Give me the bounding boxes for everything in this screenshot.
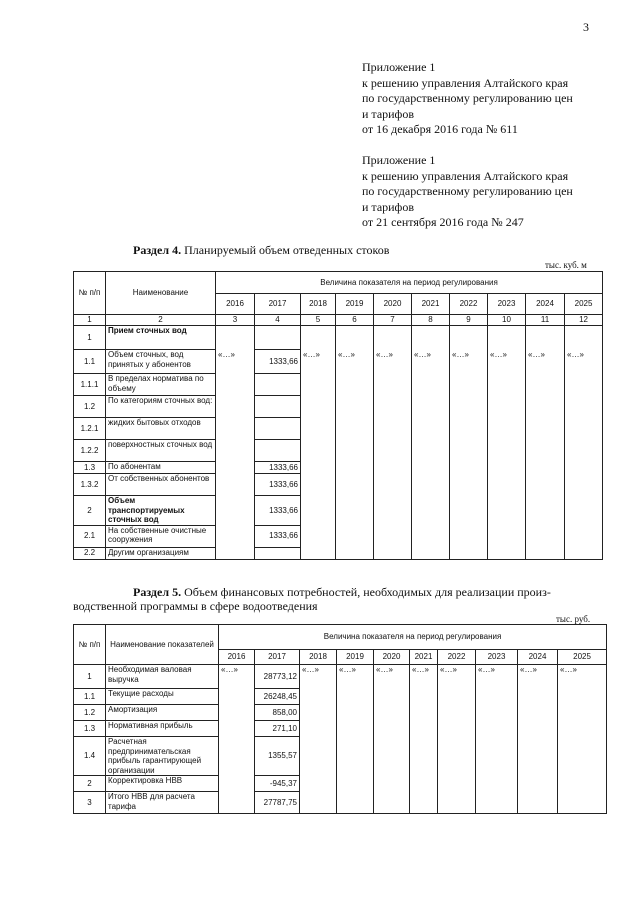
row-name: Объем транспортируемых сточных вод (106, 496, 216, 526)
value-cell (518, 792, 558, 814)
year-header: 2016 (216, 294, 255, 315)
value-cell (412, 474, 450, 496)
index-cell: 12 (565, 315, 603, 326)
value-cell (526, 474, 565, 496)
index-cell: 10 (488, 315, 526, 326)
page-number: 3 (583, 20, 589, 34)
table-row (74, 737, 607, 776)
value-cell (301, 462, 336, 474)
row-number: 1.2.1 (74, 418, 106, 440)
value-cell (216, 396, 255, 418)
value-cell (438, 689, 476, 705)
value-cell (337, 776, 374, 792)
row-name: Текущие расходы (106, 689, 219, 705)
value-cell (526, 418, 565, 440)
row-name: Объем сточных, вод принятых у абонентов (106, 350, 216, 374)
value-cell (412, 525, 450, 547)
value-cell (374, 689, 410, 705)
value-2017: 271,10 (255, 721, 300, 737)
row-name: В пределах норматива по объему (106, 374, 216, 396)
annex-line: к решению управления Алтайского края (362, 75, 569, 90)
value-cell (301, 496, 336, 526)
value-cell (336, 474, 374, 496)
value-cell (450, 525, 488, 547)
row-number: 1.2 (74, 396, 106, 418)
year-header: 2023 (476, 650, 518, 665)
row-number: 1.3.2 (74, 474, 106, 496)
value-cell (526, 525, 565, 547)
value-cell: «…» (374, 665, 410, 689)
value-cell (412, 547, 450, 559)
value-cell (412, 462, 450, 474)
year-header: 2022 (438, 650, 476, 665)
value-cell (450, 474, 488, 496)
value-cell (488, 525, 526, 547)
value-cell (337, 689, 374, 705)
value-2017 (255, 396, 301, 418)
value-cell (450, 496, 488, 526)
value-cell (301, 547, 336, 559)
value-cell (216, 418, 255, 440)
value-cell (488, 440, 526, 462)
row-number: 1.2.2 (74, 440, 106, 462)
section5-title-line1 (133, 585, 551, 600)
value-cell (565, 474, 603, 496)
section5-unit: тыс. руб. (556, 614, 591, 624)
value-cell (518, 689, 558, 705)
value-cell (476, 737, 518, 776)
section4-title (133, 243, 389, 258)
value-cell (558, 705, 607, 721)
value-cell (450, 396, 488, 418)
value-cell (526, 374, 565, 396)
value-cell (526, 396, 565, 418)
col-num-header: № п/п (74, 272, 106, 315)
year-header: 2019 (337, 650, 374, 665)
value-cell (301, 474, 336, 496)
value-cell (300, 689, 337, 705)
value-cell (450, 462, 488, 474)
value-cell (518, 776, 558, 792)
value-cell: «…» (526, 350, 565, 374)
value-cell (374, 705, 410, 721)
value-2017: -945,37 (255, 776, 300, 792)
section5-title-bold: Раздел 5. (133, 585, 182, 599)
year-header: 2022 (450, 294, 488, 315)
value-cell (216, 525, 255, 547)
table-row (74, 496, 603, 526)
row-number: 1.1.1 (74, 374, 106, 396)
row-name: поверхностных сточных вод (106, 440, 216, 462)
value-cell (374, 396, 412, 418)
value-2017 (255, 374, 301, 396)
value-cell (488, 374, 526, 396)
value-cell (336, 547, 374, 559)
value-cell (488, 396, 526, 418)
header-row (74, 625, 607, 650)
year-header: 2025 (565, 294, 603, 315)
row-number: 1.3 (74, 721, 106, 737)
row-number: 2 (74, 776, 106, 792)
annex-line: к решению управления Алтайского края (362, 168, 569, 183)
table-row (74, 474, 603, 496)
value-cell (565, 462, 603, 474)
section5-table (73, 624, 607, 814)
value-cell (300, 721, 337, 737)
table-row (74, 792, 607, 814)
value-2017: 1333,66 (255, 462, 301, 474)
year-header: 2016 (219, 650, 255, 665)
value-cell (565, 326, 603, 350)
index-cell: 3 (216, 315, 255, 326)
year-header: 2021 (412, 294, 450, 315)
annex-line: по государственному регулированию цен (362, 91, 573, 105)
value-cell (488, 474, 526, 496)
annex-line: и тарифов (362, 106, 415, 121)
row-name: От собственных абонентов (106, 474, 216, 496)
value-2017: 27787,75 (255, 792, 300, 814)
value-cell (488, 418, 526, 440)
value-cell (216, 326, 255, 350)
value-cell (518, 705, 558, 721)
value-cell (565, 547, 603, 559)
value-cell (374, 525, 412, 547)
value-cell (219, 705, 255, 721)
value-2017 (255, 326, 301, 350)
value-cell (450, 440, 488, 462)
row-number: 3 (74, 792, 106, 814)
index-row (74, 315, 603, 326)
value-cell (438, 705, 476, 721)
value-cell (410, 737, 438, 776)
row-number: 2.2 (74, 547, 106, 559)
year-header: 2025 (558, 650, 607, 665)
col-period-header: Величина показателя на период регулирования (216, 272, 603, 294)
value-cell: «…» (337, 665, 374, 689)
row-name: Расчетная предпринимательская прибыль гарантирующей организации (106, 737, 219, 776)
value-cell: «…» (336, 350, 374, 374)
value-cell (301, 326, 336, 350)
value-cell (476, 721, 518, 737)
table-row (74, 440, 603, 462)
annex-line: Приложение 1 (362, 153, 436, 167)
value-2017: 1333,66 (255, 350, 301, 374)
row-name: Амортизация (106, 705, 219, 721)
table-row (74, 462, 603, 474)
table-row (74, 418, 603, 440)
value-cell (438, 792, 476, 814)
table-row (74, 721, 607, 737)
row-name: Нормативная прибыль (106, 721, 219, 737)
table-row (74, 525, 603, 547)
value-cell (216, 547, 255, 559)
value-2017: 1333,66 (255, 474, 301, 496)
value-cell (300, 705, 337, 721)
value-cell (374, 462, 412, 474)
year-header: 2017 (255, 294, 301, 315)
value-cell (410, 705, 438, 721)
value-cell (374, 440, 412, 462)
value-cell (412, 440, 450, 462)
value-2017 (255, 440, 301, 462)
row-name: По абонентам (106, 462, 216, 474)
section5-title-text: Объем финансовых потребностей, необходимых для реализации произ- (181, 585, 551, 599)
value-cell (300, 776, 337, 792)
year-header: 2021 (410, 650, 438, 665)
value-cell (301, 418, 336, 440)
annex-line: Приложение 1 (362, 60, 436, 74)
value-cell (565, 496, 603, 526)
value-cell (565, 418, 603, 440)
row-number: 2 (74, 496, 106, 526)
value-cell (374, 721, 410, 737)
row-name: Прием сточных вод (106, 326, 216, 350)
index-cell: 7 (374, 315, 412, 326)
value-cell (336, 440, 374, 462)
row-name: Другим организациям (106, 547, 216, 559)
value-cell (216, 462, 255, 474)
value-cell: «…» (216, 350, 255, 374)
table-row (74, 547, 603, 559)
row-number: 1.2 (74, 705, 106, 721)
value-cell (336, 396, 374, 418)
value-cell (476, 792, 518, 814)
value-cell (374, 326, 412, 350)
value-cell (410, 721, 438, 737)
year-header: 2019 (336, 294, 374, 315)
annex-line: и тарифов (362, 199, 415, 214)
row-number: 1 (74, 665, 106, 689)
value-2017: 858,00 (255, 705, 300, 721)
year-header: 2020 (374, 650, 410, 665)
index-cell: 2 (106, 315, 216, 326)
value-cell: «…» (518, 665, 558, 689)
value-cell (488, 326, 526, 350)
year-header: 2018 (301, 294, 336, 315)
value-cell (219, 737, 255, 776)
value-cell (565, 374, 603, 396)
value-2017: 28773,12 (255, 665, 300, 689)
row-name: Корректировка НВВ (106, 776, 219, 792)
value-cell: «…» (438, 665, 476, 689)
value-cell (301, 440, 336, 462)
value-cell (336, 374, 374, 396)
value-cell (300, 792, 337, 814)
annex-line: от 16 декабря 2016 года № 611 (362, 122, 518, 136)
section5-title-line2: водственной программы в сфере водоотведения (73, 599, 318, 613)
value-cell (337, 705, 374, 721)
section4-title-bold: Раздел 4. (133, 243, 182, 257)
value-2017: 1333,66 (255, 496, 301, 526)
value-cell (526, 326, 565, 350)
value-cell: «…» (558, 665, 607, 689)
value-cell (438, 721, 476, 737)
value-cell (410, 776, 438, 792)
value-cell (526, 440, 565, 462)
value-cell (374, 547, 412, 559)
value-2017: 1355,57 (255, 737, 300, 776)
value-cell (412, 374, 450, 396)
value-cell (488, 496, 526, 526)
value-cell (336, 326, 374, 350)
index-cell: 11 (526, 315, 565, 326)
value-cell (488, 547, 526, 559)
value-cell (374, 496, 412, 526)
index-cell: 4 (255, 315, 301, 326)
row-number: 1.4 (74, 737, 106, 776)
section4-title-text: Планируемый объем отведенных стоков (181, 243, 390, 257)
value-cell (216, 440, 255, 462)
row-number: 1.3 (74, 462, 106, 474)
annex-line: по государственному регулированию цен (362, 184, 573, 198)
value-cell (438, 737, 476, 776)
value-cell (565, 525, 603, 547)
year-header: 2023 (488, 294, 526, 315)
row-name: Необходимая валовая выручка (106, 665, 219, 689)
value-cell: «…» (488, 350, 526, 374)
value-cell (558, 737, 607, 776)
table-row (74, 326, 603, 350)
value-cell (450, 418, 488, 440)
value-cell (374, 737, 410, 776)
year-header: 2020 (374, 294, 412, 315)
value-cell (526, 547, 565, 559)
value-cell (336, 418, 374, 440)
annex-line: от 21 сентября 2016 года № 247 (362, 215, 524, 229)
value-cell (300, 737, 337, 776)
index-cell: 8 (412, 315, 450, 326)
value-cell (526, 462, 565, 474)
value-cell (450, 547, 488, 559)
value-cell: «…» (301, 350, 336, 374)
value-2017: 26248,45 (255, 689, 300, 705)
value-cell (412, 396, 450, 418)
year-header: 2018 (300, 650, 337, 665)
row-number: 1.1 (74, 350, 106, 374)
value-cell (337, 721, 374, 737)
value-cell (518, 737, 558, 776)
col-period-header: Величина показателя на период регулирования (219, 625, 607, 650)
value-cell (476, 705, 518, 721)
value-cell (450, 374, 488, 396)
value-cell (558, 792, 607, 814)
col-name-header: Наименование (106, 272, 216, 315)
value-cell (216, 496, 255, 526)
value-cell (410, 792, 438, 814)
value-cell: «…» (565, 350, 603, 374)
index-cell: 1 (74, 315, 106, 326)
col-name-header: Наименование показателей (106, 625, 219, 665)
value-cell: «…» (219, 665, 255, 689)
value-cell (558, 776, 607, 792)
value-cell (336, 462, 374, 474)
table-row (74, 374, 603, 396)
value-cell (374, 792, 410, 814)
value-cell (219, 776, 255, 792)
row-name: Итого НВВ для расчета тарифа (106, 792, 219, 814)
header-row (74, 272, 603, 294)
row-name: На собственные очистные сооружения (106, 525, 216, 547)
value-cell (374, 474, 412, 496)
value-cell (565, 396, 603, 418)
value-2017: 1333,66 (255, 525, 301, 547)
year-header: 2017 (255, 650, 300, 665)
value-cell: «…» (410, 665, 438, 689)
value-cell (374, 776, 410, 792)
value-cell: «…» (412, 350, 450, 374)
value-cell (526, 496, 565, 526)
value-cell (518, 721, 558, 737)
annex-header-1 (362, 60, 573, 138)
value-cell (476, 689, 518, 705)
value-cell (558, 689, 607, 705)
value-cell: «…» (450, 350, 488, 374)
row-number: 1 (74, 326, 106, 350)
row-number: 1.1 (74, 689, 106, 705)
value-cell (301, 396, 336, 418)
value-cell (374, 374, 412, 396)
table-row (74, 350, 603, 374)
row-number: 2.1 (74, 525, 106, 547)
col-num-header: № п/п (74, 625, 106, 665)
value-cell (301, 525, 336, 547)
value-cell (412, 326, 450, 350)
value-cell (336, 496, 374, 526)
value-cell (336, 525, 374, 547)
table-row (74, 665, 607, 689)
table-row (74, 689, 607, 705)
value-cell (219, 689, 255, 705)
value-2017 (255, 418, 301, 440)
value-cell (438, 776, 476, 792)
value-cell (410, 689, 438, 705)
row-name: жидких бытовых отходов (106, 418, 216, 440)
value-2017 (255, 547, 301, 559)
value-cell (337, 792, 374, 814)
value-cell (565, 440, 603, 462)
value-cell (216, 474, 255, 496)
value-cell (301, 374, 336, 396)
index-cell: 9 (450, 315, 488, 326)
value-cell (216, 374, 255, 396)
value-cell (558, 721, 607, 737)
value-cell (488, 462, 526, 474)
table-row (74, 776, 607, 792)
value-cell (476, 776, 518, 792)
table-row (74, 396, 603, 418)
section4-table (73, 271, 603, 560)
value-cell: «…» (374, 350, 412, 374)
index-cell: 6 (336, 315, 374, 326)
row-name: По категориям сточных вод: (106, 396, 216, 418)
value-cell (450, 326, 488, 350)
index-cell: 5 (301, 315, 336, 326)
year-header: 2024 (526, 294, 565, 315)
value-cell: «…» (476, 665, 518, 689)
section4-unit: тыс. куб. м (545, 260, 587, 270)
value-cell (412, 418, 450, 440)
annex-header-2 (362, 153, 573, 231)
value-cell (337, 737, 374, 776)
table-row (74, 705, 607, 721)
year-header: 2024 (518, 650, 558, 665)
value-cell (219, 721, 255, 737)
value-cell (374, 418, 412, 440)
value-cell (219, 792, 255, 814)
value-cell (412, 496, 450, 526)
value-cell: «…» (300, 665, 337, 689)
